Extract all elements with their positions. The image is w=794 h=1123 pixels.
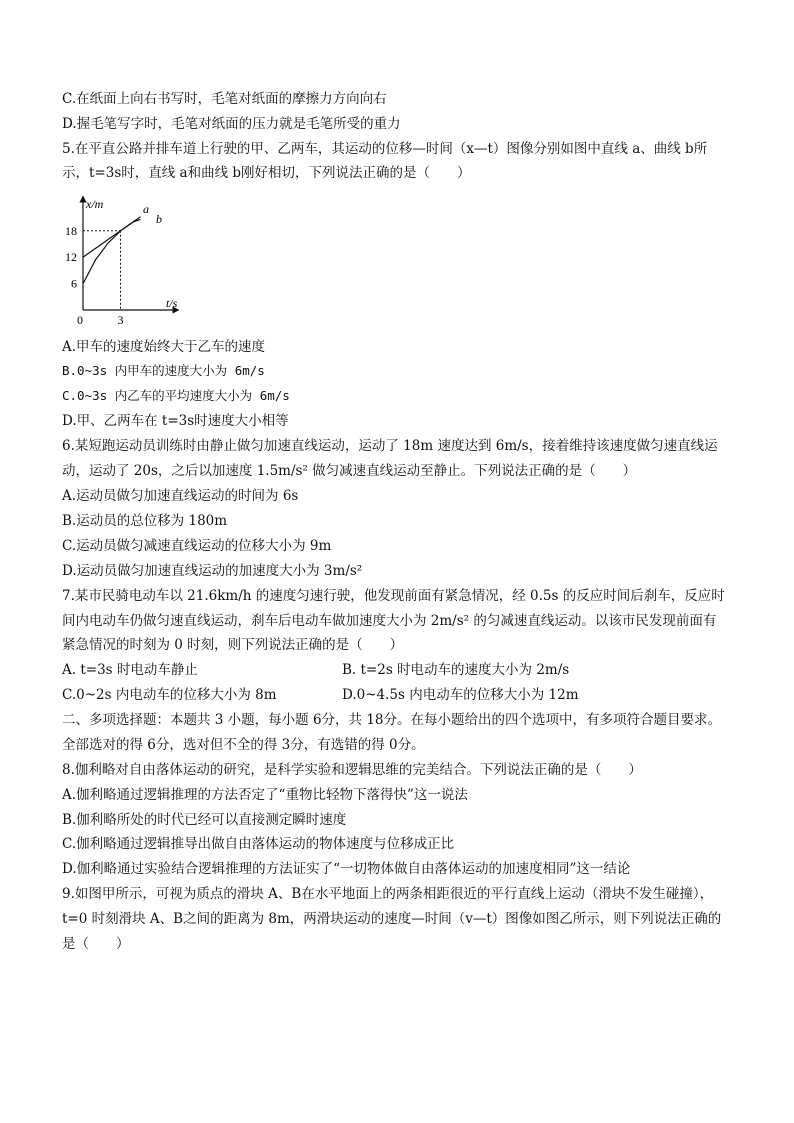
line-a-label: a xyxy=(143,202,149,216)
y-tick-12: 12 xyxy=(65,250,77,265)
q5-option-a: A.甲车的速度始终大于乙车的速度 xyxy=(62,339,266,355)
q5-option-d: D.甲、乙两车在 t=3s时速度大小相等 xyxy=(62,413,289,429)
xt-graph xyxy=(62,196,182,326)
q6-option-c: C.运动员做匀减速直线运动的位移大小为 9m xyxy=(62,538,332,554)
q5-option-c: C.0~3s 内乙车的平均速度大小为 6m/s xyxy=(62,388,290,403)
x-tick-3: 3 xyxy=(117,313,124,326)
origin-label: 0 xyxy=(77,313,83,326)
q7-option-d: D.0~4.5s 内电动车的位移大小为 12m xyxy=(342,687,579,703)
q7-stem-line2: 间内电动车仍做匀速直线运动，刹车后电动车做加速度大小为 2m/s² 的匀减速直线运动。以该市民发现前面有 xyxy=(62,613,717,629)
q5-option-b: B.0~3s 内甲车的速度大小为 6m/s xyxy=(62,363,265,378)
q9-stem-line2: t=0 时刻滑块 A、B之间的距离为 8m，两滑块运动的速度—时间（v—t）图像如图乙所示，则下列说法正确的 xyxy=(62,911,722,927)
q8-option-d: D.伽利略通过实验结合逻辑推理的方法证实了“一切物体做自由落体运动的加速度相同”这一结论 xyxy=(62,861,631,877)
q7-stem-line3: 紧急情况的时刻为 0 时刻，则下列说法正确的是（ ） xyxy=(62,637,404,653)
q8-option-a: A.伽利略通过逻辑推理的方法否定了“重物比轻物下落得快”这一说法 xyxy=(62,787,468,803)
q7-stem-line1: 7.某市民骑电动车以 21.6km/h 的速度匀速行驶，他发现前面有紧急情况，经 0.5s 的反应时间后刹车，反应时 xyxy=(62,588,725,604)
q9-stem-line3: 是（ ） xyxy=(62,936,130,952)
section2-heading-line2: 全部选对的得 6分，选对但不全的得 3分，有选错的得 0分。 xyxy=(62,737,425,753)
q6-stem-line1: 6.某短跑运动员训练时由静止做匀加速直线运动，运动了 18m 速度达到 6m/s，接着维持该速度做匀速直线运 xyxy=(62,438,718,454)
q5-stem-line1: 5.在平直公路并排车道上行驶的甲、乙两车，其运动的位移—时间（x—t）图像分别如图中直线 a、曲线 b所 xyxy=(62,141,708,157)
q7-option-a: A. t=3s 时电动车静止 xyxy=(62,662,198,678)
q5-stem-line2: 示，t=3s时，直线 a和曲线 b刚好相切，下列说法正确的是（ ） xyxy=(62,165,471,181)
q6-option-b: B.运动员的总位移为 180m xyxy=(62,513,228,529)
q8-option-c: C.伽利略通过逻辑推导出做自由落体运动的物体速度与位移成正比 xyxy=(62,836,455,852)
x-axis-label: t/s xyxy=(166,296,178,310)
section2-heading-line1: 二、多项选择题：本题共 3 小题，每小题 6分，共 18分。在每小题给出的四个选项中，有多项符合题目要求。 xyxy=(62,712,722,728)
y-tick-6: 6 xyxy=(71,276,77,291)
q6-option-a: A.运动员做匀加速直线运动的时间为 6s xyxy=(62,488,299,504)
q4-option-d: D.握毛笔写字时，毛笔对纸面的压力就是毛笔所受的重力 xyxy=(62,116,401,132)
curve-b-label: b xyxy=(156,212,162,226)
y-axis-label: x/m xyxy=(86,197,104,211)
q9-stem-line1: 9.如图甲所示，可视为质点的滑块 A、B在水平地面上的两条相距很近的平行直线上运动（滑块不发生碰撞）， xyxy=(62,886,714,902)
q8-stem: 8.伽利略对自由落体运动的研究，是科学实验和逻辑思维的完美结合。下列说法正确的是（ ） xyxy=(62,762,642,778)
q7-option-b: B. t=2s 时电动车的速度大小为 2m/s xyxy=(342,662,570,678)
q7-option-c: C.0~2s 内电动车的位移大小为 8m xyxy=(62,687,277,703)
q6-stem-line2: 动，运动了 20s，之后以加速度 1.5m/s² 做匀减速直线运动至静止。下列说法正确的是（ ） xyxy=(62,463,637,479)
q6-option-d: D.运动员做匀加速直线运动的加速度大小为 3m/s² xyxy=(62,563,363,579)
q8-option-b: B.伽利略所处的时代已经可以直接测定瞬时速度 xyxy=(62,812,347,828)
q4-option-c: C.在纸面上向右书写时，毛笔对纸面的摩擦力方向向右 xyxy=(62,91,387,107)
y-tick-18: 18 xyxy=(65,223,77,238)
